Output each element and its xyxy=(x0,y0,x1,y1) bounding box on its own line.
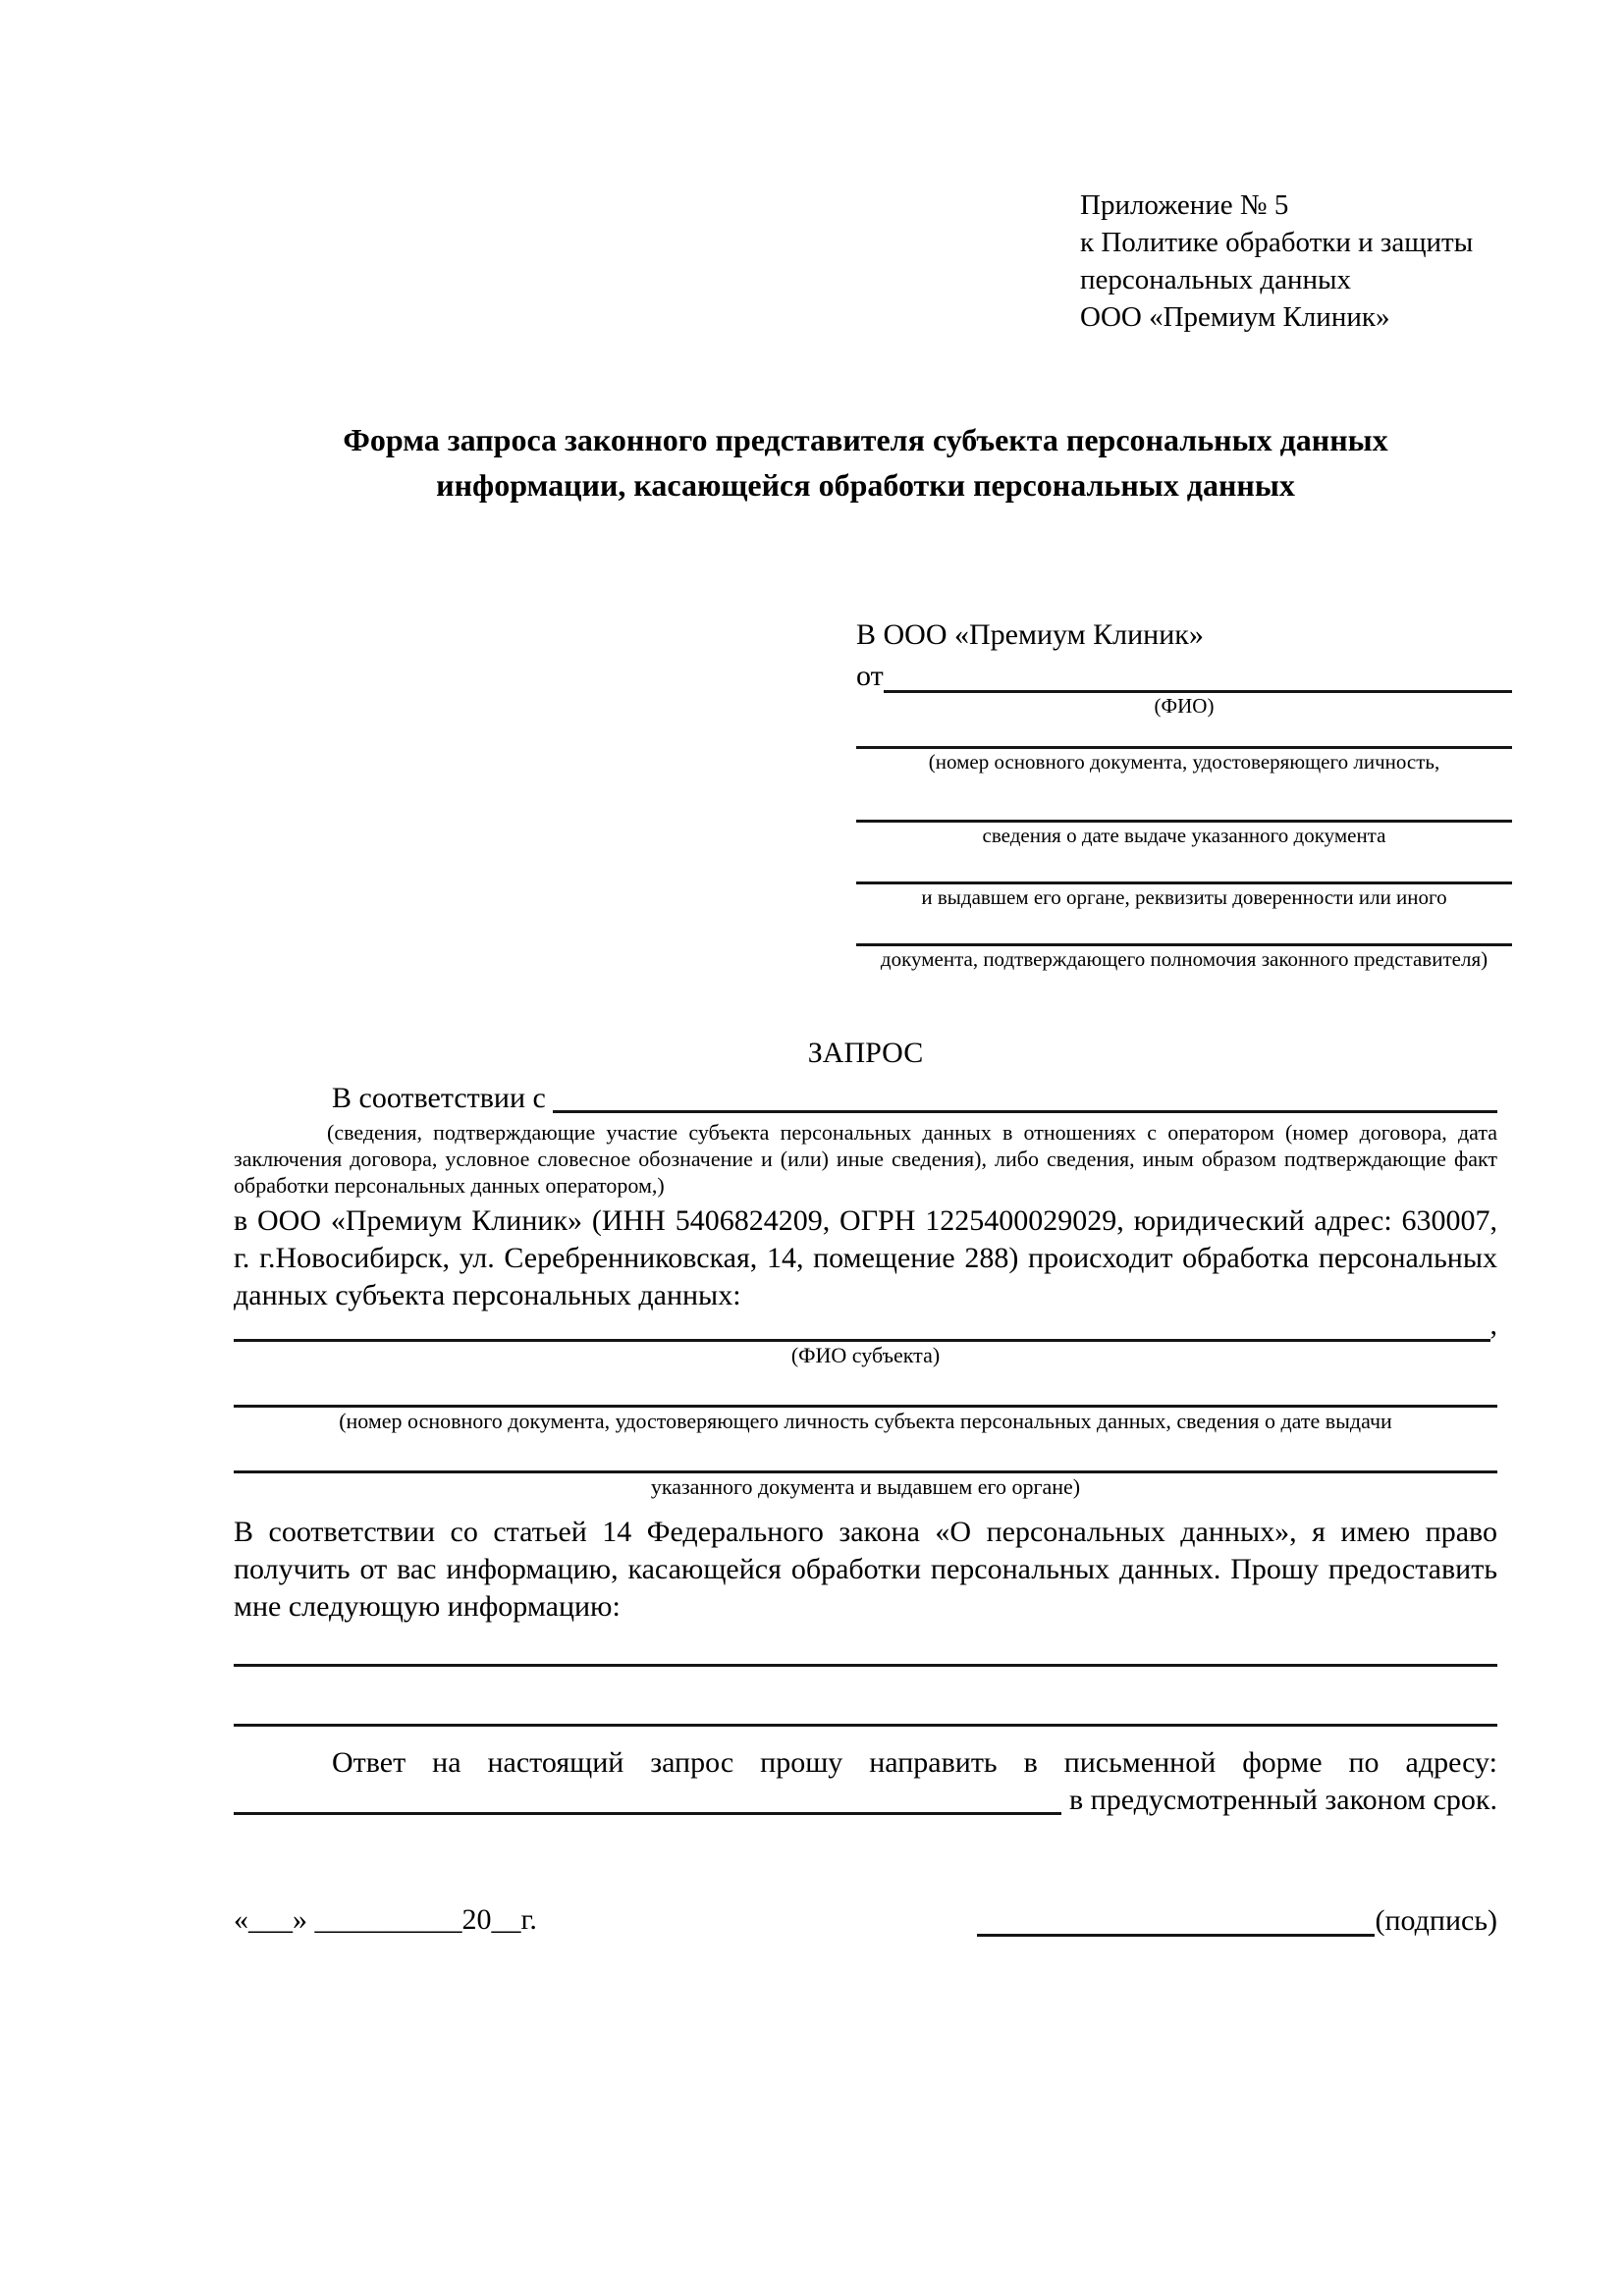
in-accordance-row xyxy=(234,1080,1497,1113)
fio-caption: (ФИО) xyxy=(1154,694,1215,718)
in-accordance-fill-line xyxy=(553,1110,1497,1113)
operator-paragraph: в ООО «Премиум Клиник» (ИНН 5406824209, ОГРН 1225400029029, юридический адрес: 630007, г. г.Новосибирск, ул. Серебренниковская, 14, помещение 288) происходит обработка персональных данных субъекта персональных данных: xyxy=(234,1204,1497,1311)
subject-fio-row xyxy=(234,1308,1497,1342)
subject-document-caption-1: (номер основного документа, удостоверяющего личность субъекта персональных данных, сведения о дате выдачи xyxy=(339,1409,1392,1433)
date-field: «___» __________20__г. xyxy=(234,1903,537,1936)
document-title xyxy=(234,417,1497,507)
from-label: от xyxy=(856,660,884,692)
footer-row xyxy=(234,1903,1497,1937)
document-title-line: Форма запроса законного представителя субъекта персональных данных xyxy=(343,422,1388,457)
from-row xyxy=(856,654,1512,693)
document-number-fill-line xyxy=(856,730,1512,749)
document-number-caption: (номер основного документа, удостоверяющего личность, xyxy=(928,750,1440,774)
authority-document-fill-line xyxy=(856,910,1512,946)
signature-fill-line xyxy=(977,1904,1375,1937)
issue-date-caption: сведения о дате выдаче указанного документа xyxy=(982,824,1386,847)
subject-document-fill-line-2 xyxy=(234,1434,1497,1473)
document-title-line: информации, касающейся обработки персональных данных xyxy=(436,467,1295,503)
reply-sentence: Ответ на настоящий запрос прошу направить в письменной форме по адресу: xyxy=(332,1746,1497,1779)
signature-field xyxy=(977,1904,1497,1937)
reply-address-fill-line xyxy=(234,1812,1061,1815)
issuing-authority-fill-line xyxy=(856,848,1512,884)
authority-document-caption: документа, подтверждающего полномочия законного представителя) xyxy=(880,947,1489,971)
issue-date-fill-line xyxy=(856,774,1512,823)
intro-footnote: (сведения, подтверждающие участие субъекта персональных данных в отношениях с оператором (номер договора, дата заключения договора, условное словесное обозначение и (или) иные сведения), либо сведения, иным образом подтверждающие факт обработки персональных данных оператором,) xyxy=(234,1120,1497,1198)
reply-tail: в предусмотренный законом срок. xyxy=(1069,1784,1497,1816)
in-accordance-label: В соответствии с xyxy=(332,1082,554,1114)
addressee-organization: В ООО «Премиум Клиник» xyxy=(856,618,1204,651)
requested-info-fill-line-1 xyxy=(234,1626,1497,1667)
appendix-line: к Политике обработки и защиты xyxy=(1080,227,1474,258)
appendix-line: ООО «Премиум Клиник» xyxy=(1080,301,1390,333)
issuing-authority-caption: и выдавшем его органе, реквизиты доверенности или иного xyxy=(921,885,1447,909)
subject-document-caption-2: указанного документа и выдавшем его органе) xyxy=(650,1474,1081,1499)
subject-fio-caption: (ФИО субъекта) xyxy=(790,1343,941,1367)
signature-caption: (подпись) xyxy=(1375,1904,1497,1937)
addressee-block xyxy=(856,616,1512,972)
subject-fio-comma: , xyxy=(1489,1308,1497,1341)
requested-info-fill-line-2 xyxy=(234,1667,1497,1727)
reply-address-row xyxy=(234,1782,1497,1815)
appendix-line: Приложение № 5 xyxy=(1080,189,1289,221)
appendix-block xyxy=(1080,187,1497,336)
subject-document-fill-line xyxy=(234,1368,1497,1408)
law-paragraph: В соответствии со статьей 14 Федерального закона «О персональных данных», я имею право получить от вас информацию, касающейся обработки персональных данных. Прошу предоставить мне следующую информацию: xyxy=(234,1516,1497,1623)
appendix-line: персональных данных xyxy=(1080,264,1352,295)
request-heading: ЗАПРОС xyxy=(807,1037,924,1069)
